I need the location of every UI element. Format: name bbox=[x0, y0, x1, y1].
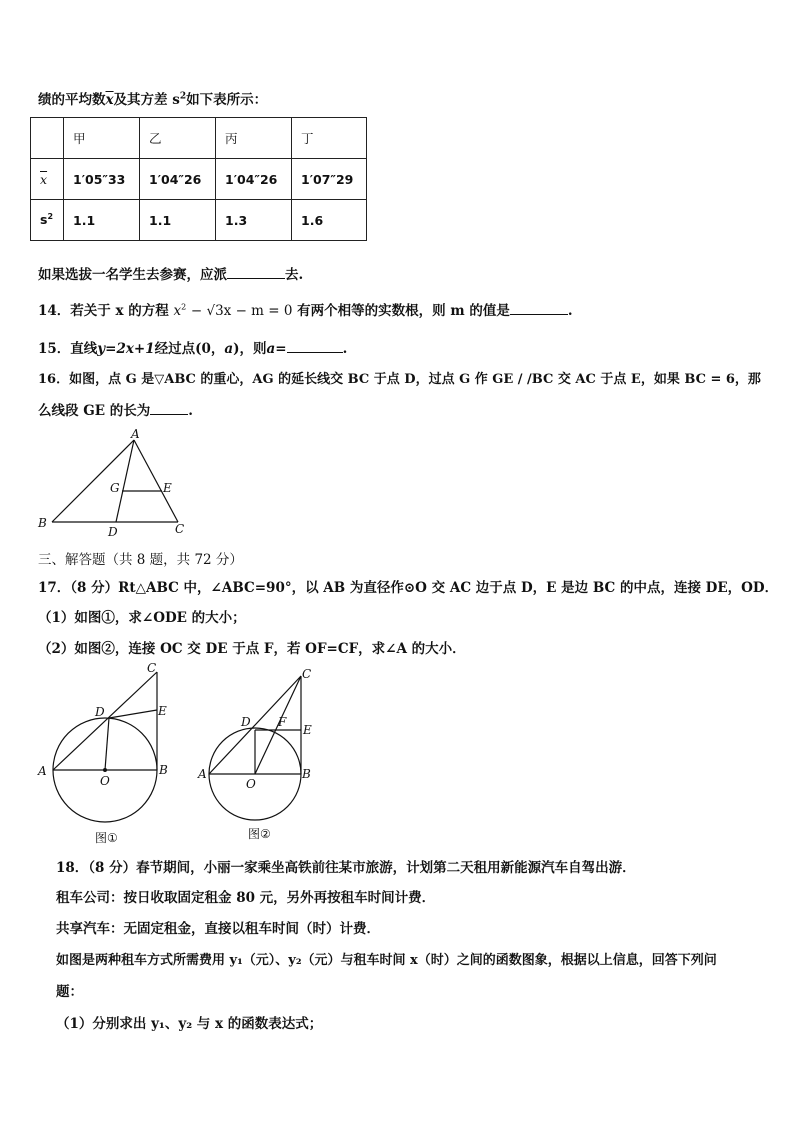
question-18-desc-2: 题： bbox=[56, 984, 83, 1000]
label-e: E bbox=[303, 723, 312, 737]
label-a: A bbox=[38, 764, 47, 778]
question-14: 14．若关于 x 的方程 $x^2 - √3x - m = 0$ 有两个相等的实数根，则 m 的值是 . bbox=[38, 302, 573, 319]
answer-blank bbox=[510, 302, 568, 315]
label-d: D bbox=[108, 525, 118, 538]
table-header-yi: 乙 bbox=[140, 118, 216, 159]
score-table bbox=[30, 117, 367, 241]
question-13-end: 如果选拔一名学生去参赛，应派 去. bbox=[38, 267, 304, 283]
label-e: E bbox=[158, 704, 167, 718]
label-a: A bbox=[131, 427, 140, 441]
variance-label: $s^2$ bbox=[31, 200, 64, 241]
circle-figure-1 bbox=[34, 658, 184, 848]
label-d: D bbox=[95, 705, 105, 719]
side-ac bbox=[53, 672, 157, 770]
section-heading: 三、解答题（共 8 题，共 72 分） bbox=[38, 552, 243, 568]
answer-blank bbox=[150, 402, 188, 415]
answer-blank bbox=[287, 340, 343, 353]
label-o: O bbox=[246, 777, 256, 791]
question-18-part1: （1）分别求出 y₁、y₂ 与 x 的函数表达式； bbox=[56, 1016, 323, 1032]
question-18-desc-1: 如图是两种租车方式所需费用 y₁（元）、y₂（元）与租车时间 x（时）之间的函数图象，根据以上信息，回答下列问 bbox=[56, 953, 717, 968]
table-cell: 1′05″33 bbox=[64, 159, 140, 200]
label-c: C bbox=[175, 522, 185, 536]
figure-caption: 图② bbox=[248, 827, 271, 841]
question-18-company-b: 共享汽车：无固定租金，直接以租车时间（时）计费． bbox=[56, 921, 380, 937]
table-cell: 1′04″26 bbox=[216, 159, 292, 200]
question-17-part2: （2）如图②，连接 OC 交 DE 于点 F，若 OF=CF，求∠A 的大小． bbox=[38, 641, 466, 657]
label-b: B bbox=[302, 767, 311, 781]
label-e: E bbox=[163, 481, 172, 495]
question-15: 15．直线y=2x+1经过点(0，a)，则a= . bbox=[38, 341, 348, 357]
table-header-bing: 丙 bbox=[216, 118, 292, 159]
question-17-part1: （1）如图①，求∠ODE 的大小； bbox=[38, 610, 246, 626]
triangle-figure bbox=[36, 426, 196, 538]
label-a: A bbox=[198, 767, 207, 781]
table-cell: 1.6 bbox=[292, 200, 367, 241]
question-18-stem: 18．（8 分）春节期间，小丽一家乘坐高铁前往某市旅游，计划第二天租用新能源汽车自驾出游． bbox=[56, 860, 636, 876]
label-g: G bbox=[110, 481, 120, 495]
table-header-ding: 丁 bbox=[292, 118, 367, 159]
mean-label: $\overline{x}$ bbox=[31, 159, 64, 200]
table-cell: 1′04″26 bbox=[140, 159, 216, 200]
table-header-row bbox=[31, 118, 367, 159]
question-17-stem: 17．（8 分）Rt△ABC 中，∠ABC=90°，以 AB 为直径作⊙O 交 AC 边于点 D，E 是边 BC 的中点，连接 DE，OD． bbox=[38, 580, 779, 596]
label-f: F bbox=[278, 715, 287, 729]
figure-caption: 图① bbox=[95, 831, 118, 845]
table-cell: 1.1 bbox=[140, 200, 216, 241]
table-cell: 1′07″29 bbox=[292, 159, 367, 200]
table-header-jia: 甲 bbox=[64, 118, 140, 159]
table-cell: 1.1 bbox=[64, 200, 140, 241]
label-c: C bbox=[147, 661, 157, 675]
side-ab bbox=[52, 440, 134, 522]
label-o: O bbox=[100, 774, 110, 788]
label-b: B bbox=[159, 763, 168, 777]
table-intro: 绩的平均数$\overline{x}$及其方差 $s^2$如下表所示： bbox=[38, 91, 268, 108]
question-16-line1: 16．如图，点 G 是▽ABC 的重心，AG 的延长线交 BC 于点 D，过点 G 作 GE / /BC 交 AC 于点 E，如果 BC = 6，那 bbox=[38, 372, 761, 387]
label-b: B bbox=[38, 516, 47, 530]
table-header-empty bbox=[31, 118, 64, 159]
question-18-company-a: 租车公司：按日收取固定租金 80 元，另外再按租车时间计费． bbox=[56, 890, 436, 906]
answer-blank bbox=[227, 266, 285, 279]
table-row-variance bbox=[31, 200, 367, 241]
center-dot bbox=[103, 768, 107, 772]
segment-od bbox=[105, 718, 109, 770]
table-cell: 1.3 bbox=[216, 200, 292, 241]
circle-figure-2 bbox=[196, 660, 326, 846]
question-16-line2: 么线段 GE 的长为 . bbox=[38, 403, 193, 419]
label-c: C bbox=[302, 667, 312, 681]
label-d: D bbox=[241, 715, 251, 729]
table-row-mean bbox=[31, 159, 367, 200]
